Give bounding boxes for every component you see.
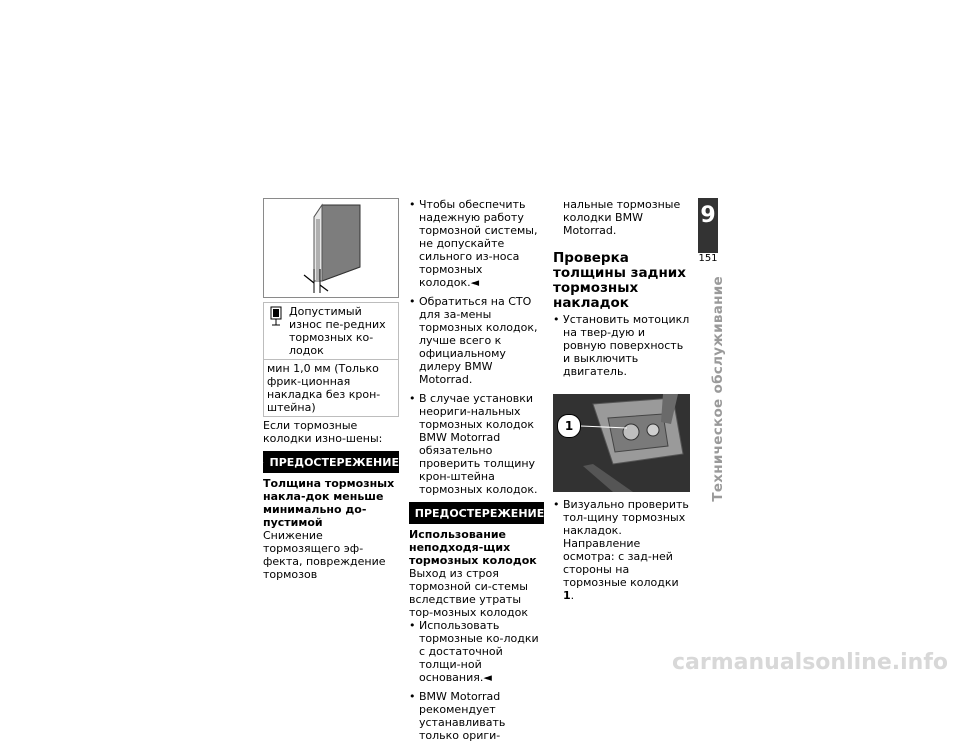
warning-text: Снижение тормозящего эф-фекта, повреждение тормозов [263,529,399,581]
warning-label: ПРЕДОСТЕРЕЖЕНИЕ [269,456,399,469]
warning-text: Выход из строя тормозной си-стемы вследствие утраты тор-мозных колодок [409,567,544,619]
watermark: carmanualsonline.info [672,650,948,675]
page-number: 151 [697,253,719,264]
list-item: • Обратиться на СТО для за-мены тормозных колодок, лучше всего к официальному дилеру BMW Motorrad. [409,295,544,386]
column-middle [409,198,544,742]
warning-title: Толщина тормозных накла-док меньше минимально до-пустимой [263,477,399,529]
column-right [553,198,690,602]
callout-marker: 1 [557,414,581,438]
rear-brake-illustration [553,394,690,492]
continued-text: нальные тормозные колодки BMW Motorrad. [553,198,690,237]
warning-label: ПРЕДОСТЕРЕЖЕНИЕ [415,507,545,520]
chapter-number: 9 [698,204,718,228]
warning-title: Использование неподходя-щих тормозных колодок [409,528,544,567]
list-item: • BMW Motorrad рекомендует устанавливать только ориги- [409,690,544,742]
list-item: • Чтобы обеспечить надежную работу тормозной системы, не допускайте сильного из-носа тормозных колодок.◄ [409,198,544,289]
rear-brake-photo [553,394,690,492]
brake-pad-icon [267,305,289,357]
spec-label: Допустимый износ пе-редних тормозных ко-лодок [289,305,395,357]
list-item: • В случае установки неориги-нальных тормозных колодок BMW Motorrad обязательно проверить толщину крон-штейна тормозных колодок. [409,392,544,496]
intro-text: Если тормозные колодки изно-шены: [263,419,399,445]
warning-banner [409,502,544,524]
list-item [553,498,690,602]
chapter-tab [698,198,718,260]
spec-value: мин 1,0 мм (Только фрик-ционная накладка без крон-штейна) [267,362,395,414]
brake-pad-diagram [264,199,399,297]
chapter-title: Техническое обслуживание [710,276,726,502]
warning-banner [263,451,399,473]
list-item: • Использовать тормозные ко-лодки с достаточной толщи-ной основания.◄ [409,619,544,684]
bullet-end: . [571,589,575,602]
brake-pad-figure [263,198,399,298]
section-heading: Проверка толщины задних тормозных накладок [553,251,690,311]
column-left [263,198,399,581]
list-item: • Установить мотоцикл на твер-дую и ровную поверхность и выключить двигатель. [553,313,690,378]
bullet-text: Визуально проверить тол-щину тормозных накладок. Направление осмотра: с зад-ней стороны на тормозные колодки [563,498,689,589]
callout-ref: 1 [563,589,571,602]
spec-table [263,302,399,417]
